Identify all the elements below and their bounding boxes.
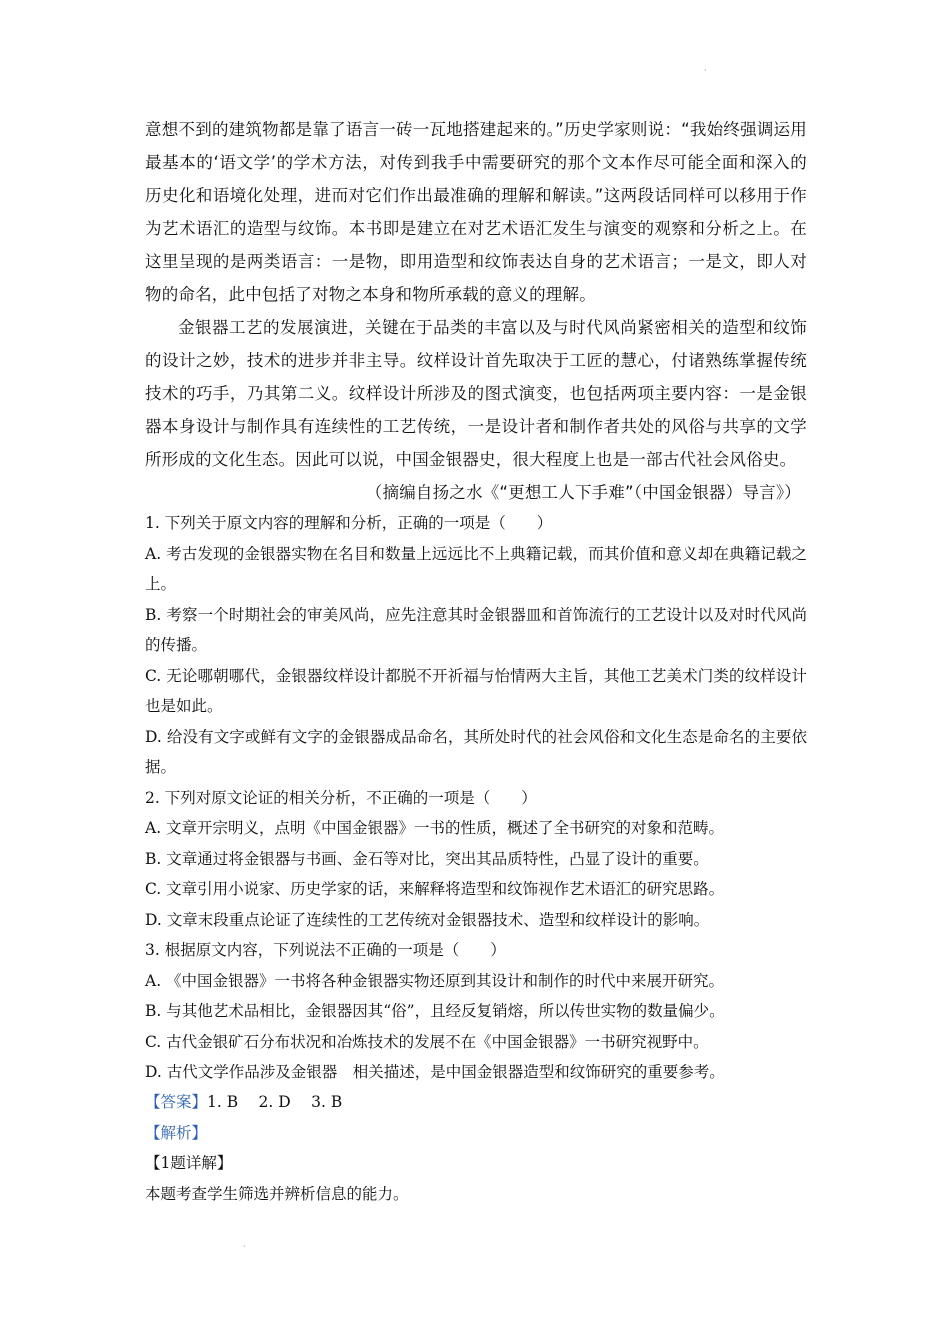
question-1-option-b: B. 考察一个时期社会的审美风尚，应先注意其时金银器皿和首饰流行的工艺设计以及对时代风尚的传播。 — [145, 605, 807, 654]
question-2-option-b: B. 文章通过将金银器与书画、金石等对比，突出其品质特性，凸显了设计的重要。 — [145, 849, 709, 868]
detail-text: 本题考查学生筛选并辨析信息的能力。 — [145, 1184, 409, 1203]
question-list — [145, 508, 807, 1088]
question-1-option-d: D. 给没有文字或鲜有文字的金银器成品命名，其所处时代的社会风俗和文化生态是命名的主要依据。 — [145, 727, 807, 776]
analysis-label: 【解析】 — [145, 1123, 208, 1142]
passage-paragraph-1: 意想不到的建筑物都是靠了语言一砖一瓦地搭建起来的。”历史学家则说：“我始终强调运用最基本的‘语文学’的学术方法，对传到我手中需要研究的那个文本作尽可能全面和深入的历史化和语境化处理，进而对它们作出最准确的理解和解读。”这两段话同样可以移用于作为艺术语汇的造型与纹饰。本书即是建立在对艺术语汇发生与演变的观察和分析之上。在这里呈现的是两类语言：一是物，即用造型和纹饰表达自身的艺术语言；一是文，即人对物的命名，此中包括了对物之本身和物所承载的意义的理解。 — [145, 120, 807, 304]
question-2-option-c: C. 文章引用小说家、历史学家的话，来解释将造型和纹饰视作艺术语汇的研究思路。 — [145, 880, 725, 898]
passage-source: （摘编自扬之水《“更想工人下手难”（中国金银器）导言》） — [365, 483, 801, 502]
question-3-stem: 3. 根据原文内容，下列说法不正确的一项是（ ） — [145, 941, 506, 959]
detail-label: 【1题详解】 — [145, 1154, 233, 1172]
question-3-option-a: A. 《中国金银器》一书将各种金银器实物还原到其设计和制作的时代中来展开研究。 — [145, 971, 725, 990]
answer-line — [145, 1087, 807, 1118]
answer-label: 【答案】 — [145, 1093, 208, 1111]
question-1-option-c: C. 无论哪朝哪代，金银器纹样设计都脱不开祈福与怡情两大主旨，其他工艺美术门类的纹样设计也是如此。 — [145, 666, 807, 715]
question-3-option-d: D. 古代文学作品涉及金银器 相关描述，是中国金银器造型和纹饰研究的重要参考。 — [145, 1063, 725, 1081]
answer-text: 1. B 2. D 3. B — [207, 1093, 343, 1111]
header-dot: · — [704, 66, 707, 75]
question-2-option-a: A. 文章开宗明义，点明《中国金银器》一书的性质，概述了全书研究的对象和范畴。 — [145, 819, 725, 837]
question-1-stem: 1. 下列关于原文内容的理解和分析，正确的一项是（ ） — [145, 514, 553, 532]
reading-passage — [145, 113, 807, 509]
question-3-option-b: B. 与其他艺术品相比，金银器因其“俗”，且经反复销熔，所以传世实物的数量偏少。 — [145, 1002, 725, 1020]
passage-paragraph-2: 金银器工艺的发展演进，关键在于品类的丰富以及与时代风尚紧密相关的造型和纹饰的设计之妙，技术的进步并非主导。纹样设计首先取决于工匠的慧心，付诸熟练掌握传统技术的巧手，乃其第二义。纹样设计所涉及的图式演变，也包括两项主要内容：一是金银器本身设计与制作具有连续性的工艺传统，一是设计者和制作者共处的风俗与共享的文学所形成的文化生态。因此可以说，中国金银器史，很大程度上也是一部古代社会风俗史。 — [145, 318, 807, 469]
footer-dot: · — [243, 1242, 246, 1251]
question-2-option-d: D. 文章末段重点论证了连续性的工艺传统对金银器技术、造型和纹样设计的影响。 — [145, 910, 710, 929]
question-2-stem: 2. 下列对原文论证的相关分析，不正确的一项是（ ） — [145, 788, 537, 807]
answer-section — [145, 1087, 807, 1209]
question-1-option-a: A. 考古发现的金银器实物在名目和数量上远远比不上典籍记载，而其价值和意义却在典籍记载之上。 — [145, 544, 807, 593]
question-3-option-c: C. 古代金银矿石分布状况和冶炼技术的发展不在《中国金银器》一书研究视野中。 — [145, 1032, 709, 1051]
